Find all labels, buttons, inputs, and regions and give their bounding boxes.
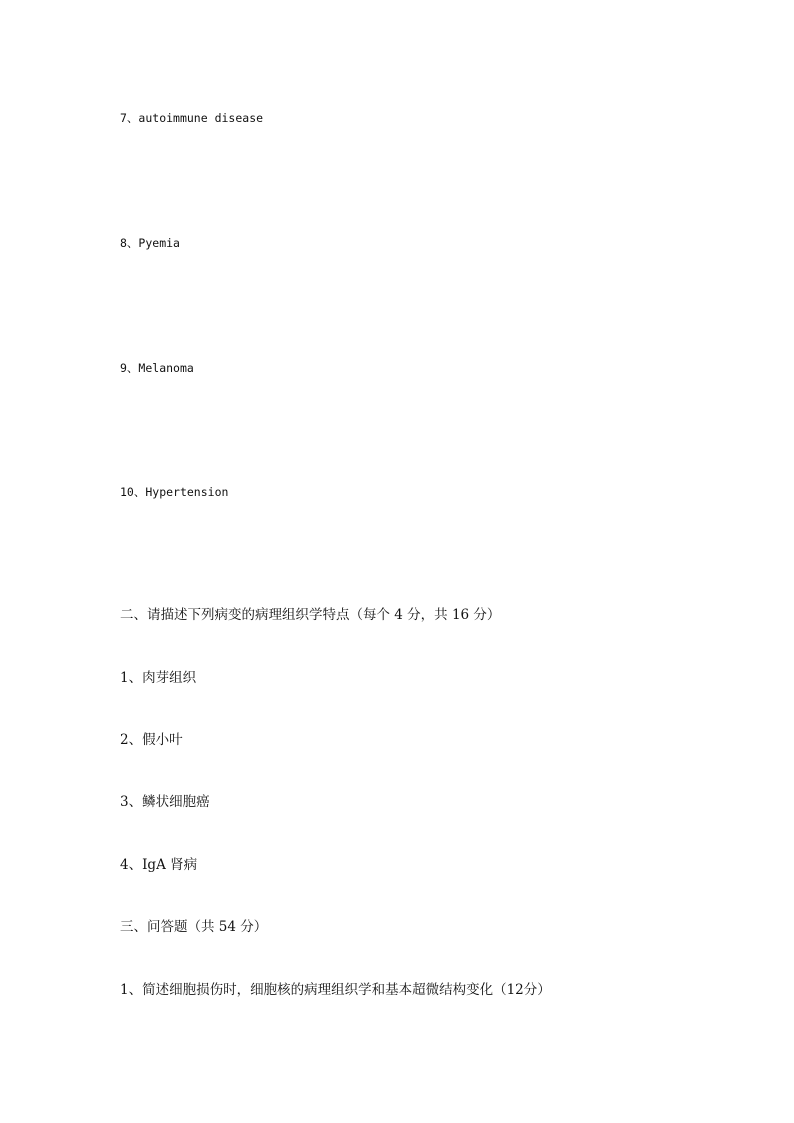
section-2-item-2: 2、假小叶	[120, 732, 183, 748]
term-item-7: 7、autoimmune disease	[120, 111, 264, 125]
section-2-item-4: 4、IgA 肾病	[120, 857, 198, 873]
section-3-item-1: 1、简述细胞损伤时，细胞核的病理组织学和基本超微结构变化（12分）	[120, 982, 551, 998]
section-3-heading: 三、问答题（共 54 分）	[120, 919, 268, 935]
term-item-10: 10、Hypertension	[120, 485, 229, 499]
section-2-heading: 二、请描述下列病变的病理组织学特点（每个 4 分，共 16 分）	[120, 607, 501, 623]
term-item-9: 9、Melanoma	[120, 361, 194, 375]
section-2-item-3: 3、鳞状细胞癌	[120, 794, 210, 810]
section-2-item-1: 1、肉芽组织	[120, 670, 197, 686]
term-item-8: 8、Pyemia	[120, 236, 180, 250]
